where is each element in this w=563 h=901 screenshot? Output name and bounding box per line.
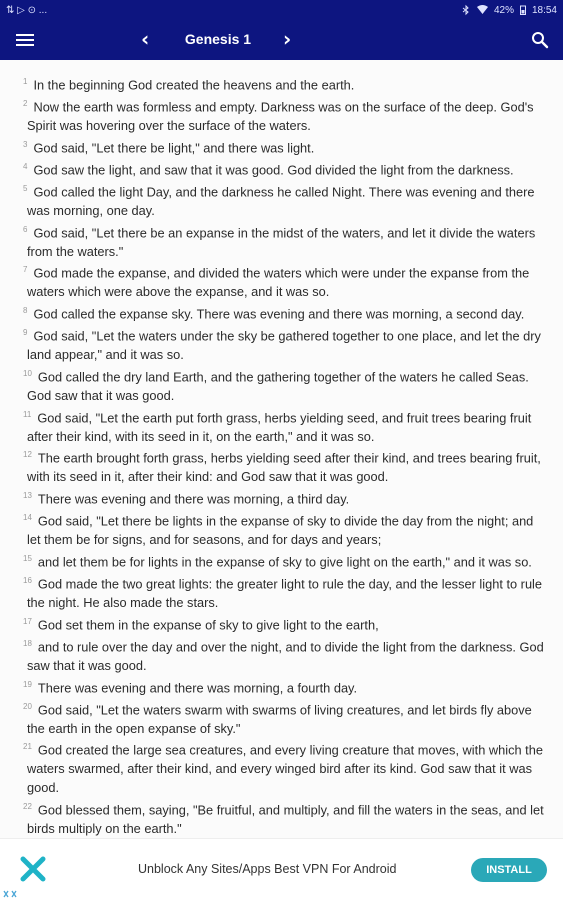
system-status — [461, 5, 557, 16]
verse-text: God made the expanse, and divided the waters which were under the expanse from the waters which were above the expanse, and it was so. — [27, 265, 530, 300]
verse-text: There was evening and there was morning, a fourth day. — [37, 679, 358, 695]
verse-number: 10 — [23, 368, 32, 378]
status-bar — [0, 0, 563, 20]
verse-text: God created the large sea creatures, and every living creature that moves, with which the waters swarmed, after their kind, and every winged bird after its kind. God saw that it was good. — [27, 742, 543, 796]
verse[interactable] — [23, 550, 545, 572]
app-bar — [0, 20, 563, 60]
verse-number: 6 — [23, 224, 28, 234]
verse-number: 21 — [23, 742, 32, 752]
verse-text: God called the expanse sky. There was evening and there was morning, a second day. — [33, 306, 525, 322]
verse[interactable] — [23, 487, 545, 509]
next-chapter-button[interactable]: › — [283, 27, 292, 51]
verse[interactable] — [23, 95, 545, 136]
chapter-reader[interactable] — [0, 60, 563, 838]
verse[interactable] — [23, 698, 545, 739]
verse-list — [0, 60, 563, 861]
previous-chapter-button[interactable]: ‹ — [141, 27, 150, 51]
verse-number: 3 — [23, 139, 28, 149]
verse-number: 20 — [23, 701, 32, 711]
verse[interactable] — [23, 446, 545, 487]
verse[interactable] — [23, 180, 545, 221]
verse-text: God said, "Let the earth put forth grass, herbs yielding seed, and fruit trees bearing fruit after their kind, with its seed in it, on the earth," and it was so. — [27, 409, 532, 444]
verse-text: Now the earth was formless and empty. Darkness was on the surface of the deep. God's Spirit was hovering over the surface of the waters. — [27, 99, 534, 134]
verse-text: God called the light Day, and the darkness he called Night. There was evening and there was morning, one day. — [27, 184, 535, 218]
verse-number: 16 — [23, 575, 32, 585]
verse-text: God made the two great lights: the greater light to rule the day, and the lesser light to rule the night. He also made the stars. — [27, 576, 543, 610]
verse-number: 17 — [23, 616, 32, 626]
verse[interactable] — [23, 406, 545, 447]
ad-text: Unblock Any Sites/Apps Best VPN For Android — [138, 862, 397, 876]
verse-number: 19 — [23, 679, 32, 689]
verse-text: God said, "Let there be an expanse in the midst of the waters, and let it divide the waters from the waters." — [27, 224, 536, 259]
wifi-icon — [477, 5, 488, 15]
verse[interactable] — [23, 798, 545, 839]
verse-number: 8 — [23, 306, 28, 316]
verse[interactable] — [23, 221, 545, 262]
verse-text: and let them be for lights in the expanse of sky to give light on the earth," and it was so. — [37, 554, 532, 570]
verse-text: God said, "Let there be lights in the expanse of sky to divide the day from the night; and let them be for signs, and for seasons, and for days and years; — [27, 513, 534, 548]
verse[interactable] — [23, 365, 545, 406]
verse[interactable] — [23, 635, 545, 676]
verse-text: God said, "Let the waters under the sky be gathered together to one place, and let the dry land appear," and it was so. — [27, 328, 541, 363]
verse[interactable] — [23, 158, 545, 180]
ad-choices-icon[interactable] — [2, 889, 20, 899]
verse-number: 11 — [23, 409, 32, 419]
search-icon[interactable] — [531, 31, 549, 49]
verse-text: and to rule over the day and over the night, and to divide the light from the darkness. God saw that it was good. — [27, 639, 544, 673]
notification-icons-text: ⇅ ▷ ⊙ ... — [6, 4, 48, 16]
verse[interactable] — [23, 136, 545, 158]
chapter-title[interactable]: Genesis 1 — [184, 31, 252, 47]
clock: 18:54 — [531, 4, 557, 16]
verse-number: 9 — [23, 328, 28, 338]
notification-icons — [6, 5, 47, 16]
verse-text: God said, "Let there be light," and there was light. — [33, 140, 315, 156]
bluetooth-icon — [461, 5, 471, 15]
verse-number: 13 — [23, 491, 32, 501]
verse[interactable] — [23, 509, 545, 550]
verse-number: 1 — [23, 77, 28, 86]
verse-text: The earth brought forth grass, herbs yielding seed after their kind, and trees bearing fruit, with its seed in it, after their kind: and God saw that it was good. — [27, 450, 541, 485]
verse[interactable] — [23, 613, 545, 635]
menu-icon[interactable] — [16, 31, 34, 49]
verse[interactable] — [23, 73, 545, 95]
verse-number: 14 — [23, 513, 32, 523]
verse[interactable] — [23, 324, 545, 365]
verse-text: God saw the light, and saw that it was good. God divided the light from the darkness. — [33, 162, 514, 178]
verse-text: God set them in the expanse of sky to give light to the earth, — [37, 617, 379, 633]
verse-number: 22 — [23, 801, 32, 811]
verse-text: There was evening and there was morning, a third day. — [37, 491, 350, 507]
verse-text: God said, "Let the waters swarm with swarms of living creatures, and let birds fly above the earth in the open expanse of sky." — [27, 701, 532, 736]
battery-percent: 42% — [493, 4, 514, 16]
verse-number: 4 — [23, 161, 28, 171]
verse-number: 2 — [23, 99, 28, 109]
verse[interactable] — [23, 676, 545, 698]
verse[interactable] — [23, 572, 545, 613]
verse[interactable] — [23, 302, 545, 324]
ad-banner[interactable] — [0, 838, 563, 901]
verse-number: 15 — [23, 553, 32, 563]
ad-logo-icon — [20, 856, 46, 882]
battery-icon — [520, 5, 526, 15]
verse-number: 18 — [23, 638, 32, 648]
verse-number: 12 — [23, 450, 32, 460]
install-button[interactable]: INSTALL — [471, 858, 547, 882]
verse-number: 7 — [23, 265, 28, 275]
verse-text: God called the dry land Earth, and the gathering together of the waters he called Seas. God saw that it was good. — [27, 369, 529, 403]
verse[interactable] — [23, 261, 545, 302]
verse-text: God blessed them, saying, "Be fruitful, and multiply, and fill the waters in the seas, and let birds multiply on the earth." — [27, 802, 544, 836]
verse-number: 5 — [23, 183, 28, 193]
verse[interactable] — [23, 738, 545, 798]
verse-text: In the beginning God created the heavens and the earth. — [33, 77, 355, 93]
